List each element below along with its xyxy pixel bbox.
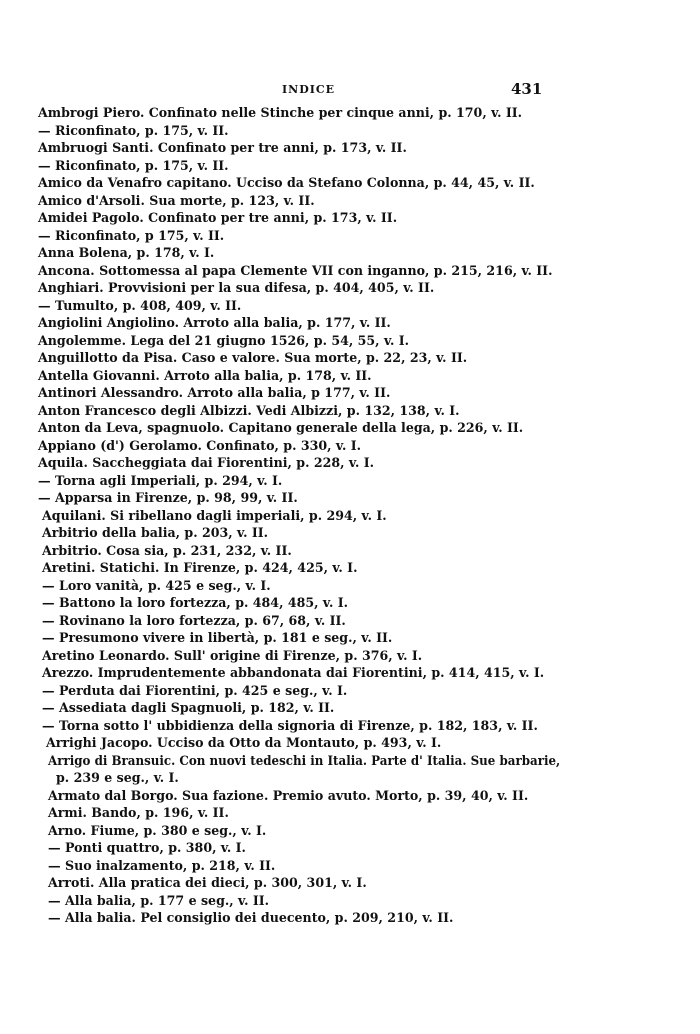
index-entry: Anghiari. Provvisioni per la sua difesa, p. 404, 405, v. II. <box>38 280 435 295</box>
index-entry: Antinori Alessandro. Arroto alla balia, p 177, v. II. <box>38 385 391 400</box>
index-entry: Arezzo. Imprudentemente abbandonata dai Fiorentini, p. 414, 415, v. I. <box>42 665 545 680</box>
index-entry: Arno. Fiume, p. 380 e seg., v. I. <box>48 822 267 838</box>
index-entry: — Rovinano la loro fortezza, p. 67, 68, v. II. <box>42 612 346 628</box>
page-title: INDICE <box>282 83 336 96</box>
index-entry: Arrighi Jacopo. Ucciso da Otto da Montauto, p. 493, v. I. <box>46 735 442 750</box>
index-entry: Aretini. Statichi. In Firenze, p. 424, 425, v. I. <box>42 560 358 575</box>
index-entry: Anton da Leva, spagnuolo. Capitano generale della lega, p. 226, v. II. <box>38 420 524 435</box>
index-entry: Aretino Leonardo. Sull' origine di Firenze, p. 376, v. I. <box>42 647 423 663</box>
index-entry: — Assediata dagli Spagnuoli, p. 182, v. II. <box>42 700 335 715</box>
index-entry: — Loro vanità, p. 425 e seg., v. I. <box>42 577 271 593</box>
index-entry: — Torna sotto l' ubbidienza della signoria di Firenze, p. 182, 183, v. II. <box>42 717 538 733</box>
index-entry: p. 239 e seg., v. I. <box>56 770 179 785</box>
index-entry: — Suo inalzamento, p. 218, v. II. <box>48 857 276 873</box>
index-entry: — Alla balia. Pel consiglio dei duecento, p. 209, 210, v. II. <box>48 910 454 925</box>
index-entry: Armi. Bando, p. 196, v. II. <box>48 805 229 820</box>
index-entry: Amico d'Arsoli. Sua morte, p. 123, v. II. <box>38 192 315 208</box>
index-entry: Arbitrio. Cosa sia, p. 231, 232, v. II. <box>42 542 292 558</box>
index-entry: — Battono la loro fortezza, p. 484, 485, v. I. <box>42 595 348 610</box>
index-entry: — Presumono vivere in libertà, p. 181 e seg., v. II. <box>42 630 393 645</box>
index-entry: — Riconfinato, p 175, v. II. <box>38 227 225 243</box>
index-entry: Antella Giovanni. Arroto alla balia, p. 178, v. II. <box>38 367 372 383</box>
index-entry: Arbitrio della balia, p. 203, v. II. <box>42 525 269 540</box>
index-entry: Ambrogi Piero. Confinato nelle Stinche per cinque anni, p. 170, v. II. <box>38 105 523 120</box>
index-entry: Arroti. Alla pratica dei dieci, p. 300, 301, v. I. <box>48 875 367 890</box>
index-entry: Aquilani. Si ribellano dagli imperiali, p. 294, v. I. <box>42 507 387 523</box>
index-entry: Ancona. Sottomessa al papa Clemente VII con inganno, p. 215, 216, v. II. <box>38 262 553 278</box>
index-entry: Anna Bolena, p. 178, v. I. <box>38 245 215 260</box>
index-entry: — Apparsa in Firenze, p. 98, 99, v. II. <box>38 490 298 505</box>
index-entry: — Perduta dai Fiorentini, p. 425 e seg., v. I. <box>42 682 348 698</box>
index-entry: Armato dal Borgo. Sua fazione. Premio avuto. Morto, p. 39, 40, v. II. <box>48 787 529 803</box>
index-entry: Aquila. Saccheggiata dai Fiorentini, p. 228, v. I. <box>38 455 375 470</box>
page-header <box>0 80 700 100</box>
index-entry: — Riconfinato, p. 175, v. II. <box>38 157 229 173</box>
index-entry: Appiano (d') Gerolamo. Confinato, p. 330, v. I. <box>38 437 362 453</box>
index-entries <box>0 104 700 927</box>
index-entry: — Tumulto, p. 408, 409, v. II. <box>38 297 242 313</box>
index-entry: Angolemme. Lega del 21 giugno 1526, p. 54, 55, v. I. <box>38 332 410 348</box>
index-entry: — Riconfinato, p. 175, v. II. <box>38 122 229 138</box>
index-entry: Amidei Pagolo. Confinato per tre anni, p. 173, v. II. <box>38 210 398 225</box>
index-entry: — Ponti quattro, p. 380, v. I. <box>48 840 246 855</box>
page-number: 431 <box>511 80 543 98</box>
index-entry: — Torna agli Imperiali, p. 294, v. I. <box>38 472 283 488</box>
index-entry: Arrigo di Bransuic. Con nuovi tedeschi in Italia. Parte d' Italia. Sue barbarie, <box>48 752 561 768</box>
index-entry: Angiolini Angiolino. Arroto alla balia, p. 177, v. II. <box>38 315 391 330</box>
index-entry: Amico da Venafro capitano. Ucciso da Stefano Colonna, p. 44, 45, v. II. <box>38 175 535 190</box>
index-entry: Anguillotto da Pisa. Caso e valore. Sua morte, p. 22, 23, v. II. <box>38 350 468 365</box>
index-entry: — Alla balia, p. 177 e seg., v. II. <box>48 892 270 908</box>
index-entry: Ambruogi Santi. Confinato per tre anni, p. 173, v. II. <box>38 140 407 155</box>
index-entry: Anton Francesco degli Albizzi. Vedi Albizzi, p. 132, 138, v. I. <box>38 402 460 418</box>
